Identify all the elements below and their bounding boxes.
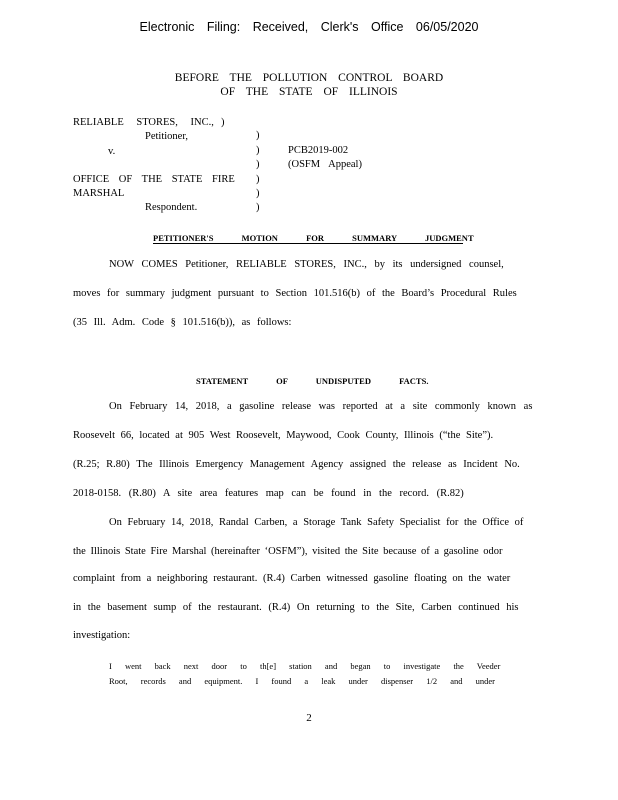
caption-paren: )	[256, 174, 260, 185]
respondent-role: Respondent.	[145, 202, 198, 213]
block-quote-line: Root, records and equipment. I found a leak under dispenser 1/2 and under	[109, 676, 495, 686]
board-title-line-2: OF THE STATE OF ILLINOIS	[220, 86, 398, 98]
versus-label: v.	[108, 146, 116, 157]
filing-stamp-header: Electronic Filing: Received, Clerk's Office 06/05/2020	[139, 20, 479, 34]
petitioner-role: Petitioner,	[145, 131, 189, 142]
caption-paren: )	[221, 117, 225, 128]
motion-title-underline	[153, 243, 463, 244]
board-title-line-1: BEFORE THE POLLUTION CONTROL BOARD	[174, 72, 444, 84]
fact-line: On February 14, 2018, Randal Carben, a Storage Tank Safety Specialist for the Office of	[109, 517, 524, 528]
intro-line: moves for summary judgment pursuant to Section 101.516(b) of the Board’s Procedural Rules	[73, 288, 517, 299]
section-heading: STATEMENT OF UNDISPUTED FACTS.	[196, 376, 429, 386]
intro-line: (35 Ill. Adm. Code § 101.516(b)), as follows:	[73, 317, 292, 328]
fact-line: complaint from a neighboring restaurant. (R.4) Carben witnessed gasoline floating on the water	[73, 573, 511, 584]
fact-line: Roosevelt 66, located at 905 West Roosevelt, Maywood, Cook County, Illinois (“the Site”).	[73, 430, 494, 441]
fact-line: in the basement sump of the restaurant. (R.4) On returning to the Site, Carben continued his	[73, 602, 519, 613]
case-number: PCB2019-002	[288, 145, 349, 156]
caption-paren: )	[256, 145, 260, 156]
caption-paren: )	[256, 159, 260, 170]
intro-line: NOW COMES Petitioner, RELIABLE STORES, INC., by its undersigned counsel,	[109, 259, 504, 270]
fact-line: On February 14, 2018, a gasoline release was reported at a site commonly known as	[109, 401, 533, 412]
fact-line: the Illinois State Fire Marshal (hereinafter ‘OSFM”), visited the Site because of a gasoline odor	[73, 546, 503, 557]
caption-paren: )	[256, 202, 260, 213]
fact-line: 2018-0158. (R.80) A site area features map can be found in the record. (R.82)	[73, 488, 464, 499]
motion-title: PETITIONER'S MOTION FOR SUMMARY JUDGMENT	[153, 233, 474, 243]
petitioner-name: RELIABLE STORES, INC.,	[73, 117, 214, 128]
respondent-name-line-2: MARSHAL	[73, 188, 125, 199]
block-quote-line: I went back next door to th[e] station and began to investigate the Veeder	[109, 661, 501, 671]
caption-paren: )	[256, 130, 260, 141]
fact-line: investigation:	[73, 630, 131, 641]
respondent-name-line-1: OFFICE OF THE STATE FIRE	[73, 174, 235, 185]
appeal-type: (OSFM Appeal)	[288, 159, 362, 170]
fact-line: (R.25; R.80) The Illinois Emergency Management Agency assigned the release as Incident No.	[73, 459, 520, 470]
caption-paren: )	[256, 188, 260, 199]
page-number: 2	[306, 712, 312, 724]
